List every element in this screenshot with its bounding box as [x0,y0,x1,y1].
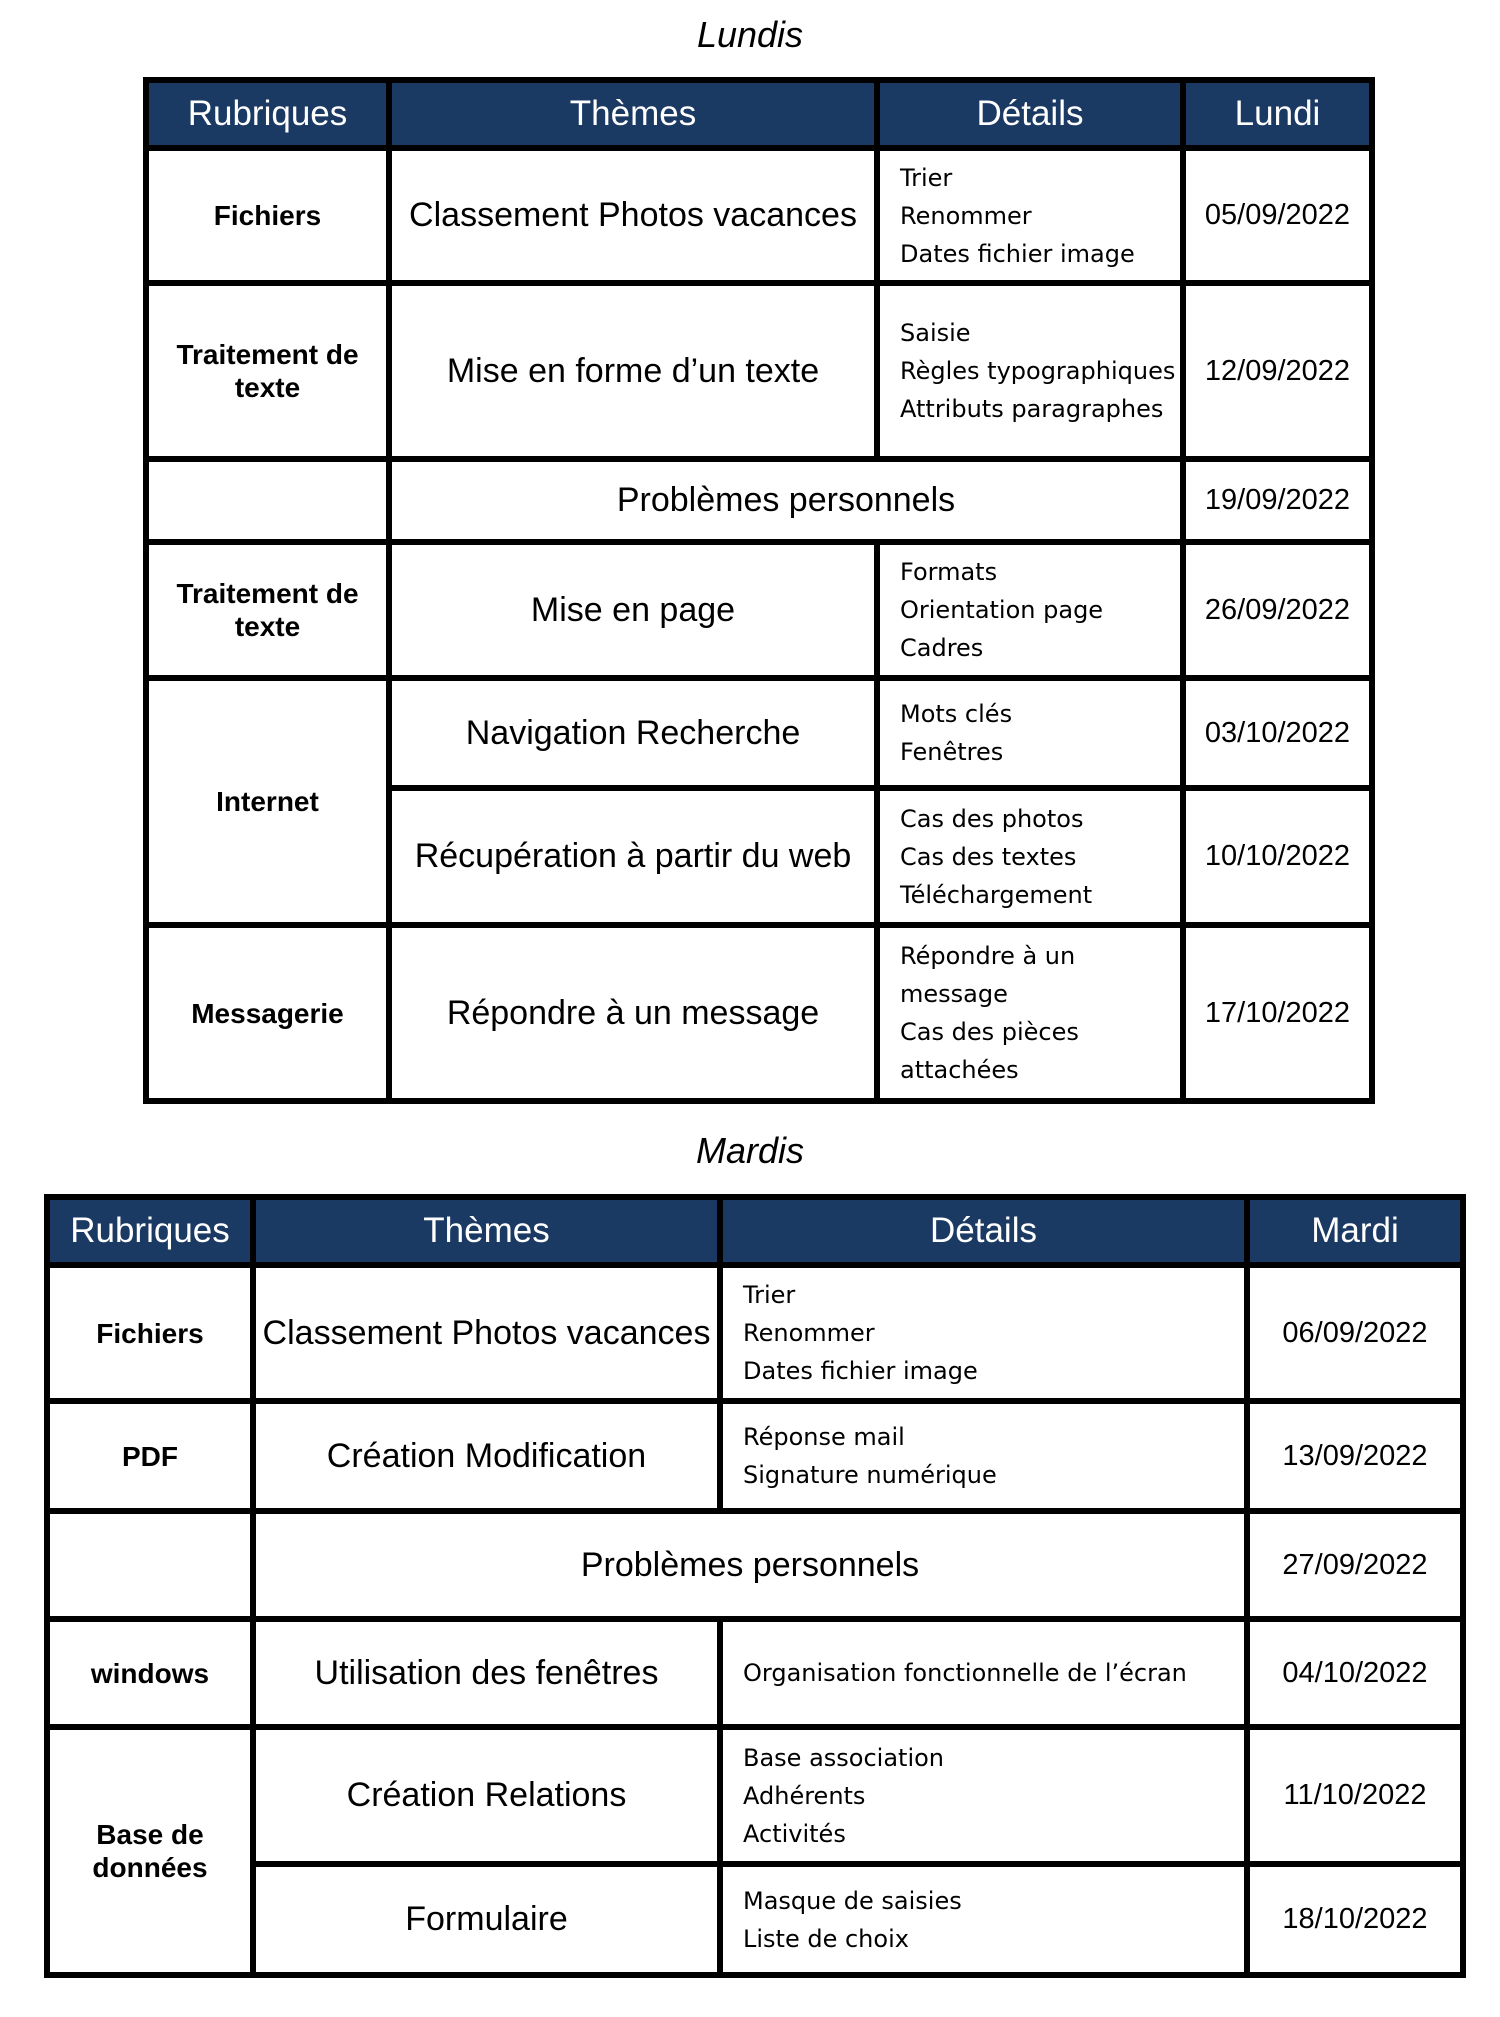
theme-cell: Création Modification [253,1401,720,1511]
detail-item: Masque de saisies [743,1886,962,1915]
table-row [146,542,1372,678]
column-header-details: Détails [877,80,1183,148]
detail-item: Renommer [900,201,1032,230]
theme-cell: Utilisation des fenêtres [253,1619,720,1727]
theme-cell: Récupération à partir du web [389,788,877,925]
theme-cell: Mise en forme d’un texte [389,283,877,459]
table-row [47,1511,1463,1619]
theme-cell: Formulaire [253,1864,720,1975]
details-cell [720,1727,1247,1864]
rubrique-cell [146,459,389,542]
theme-cell: Création Relations [253,1727,720,1864]
date-cell: 04/10/2022 [1247,1619,1463,1727]
theme-cell: Répondre à un message [389,925,877,1101]
date-cell: 03/10/2022 [1183,678,1372,788]
theme-cell: Problèmes personnels [389,459,1183,542]
date-cell: 27/09/2022 [1247,1511,1463,1619]
lundis-title: Lundis [696,14,804,55]
date-cell: 06/09/2022 [1247,1265,1463,1401]
column-header-themes: Thèmes [253,1197,720,1265]
table-row [47,1619,1463,1727]
detail-item: Fenêtres [900,738,1004,766]
details-cell [877,788,1183,925]
details-cell [877,925,1183,1101]
date-cell: 13/09/2022 [1247,1401,1463,1511]
column-header-day: Lundi [1183,80,1372,148]
detail-item: Adhérents [743,1781,866,1810]
rubrique-cell: Base de données [47,1727,253,1975]
rubrique-cell: Traitement de texte [146,283,389,459]
detail-item: Base association [743,1743,945,1772]
rubrique-cell: Fichiers [146,148,389,283]
detail-item: Réponse mail [743,1423,905,1451]
table-row [146,459,1372,542]
date-cell: 11/10/2022 [1247,1727,1463,1864]
detail-item: Cas des pièces attachées [900,1018,1079,1084]
rubrique-cell: Messagerie [146,925,389,1101]
table-row [146,678,1372,788]
details-cell [720,1401,1247,1511]
column-header-day: Mardi [1247,1197,1463,1265]
table-row [47,1401,1463,1511]
details-cell [877,283,1183,459]
detail-item: Règles typographiques [900,357,1176,385]
rubrique-cell [47,1511,253,1619]
detail-item: Mots clés [900,700,1013,728]
table-row [47,1727,1463,1864]
date-cell: 19/09/2022 [1183,459,1372,542]
theme-cell: Problèmes personnels [253,1511,1247,1619]
rubrique-cell: Internet [146,678,389,925]
detail-item: Cas des textes [900,842,1077,871]
rubrique-cell: PDF [47,1401,253,1511]
date-cell: 18/10/2022 [1247,1864,1463,1975]
table-row [146,148,1372,283]
theme-cell: Mise en page [389,542,877,678]
column-header-themes: Thèmes [389,80,877,148]
detail-item: Téléchargement [900,880,1093,909]
details-cell [720,1265,1247,1401]
rubrique-cell: Traitement de texte [146,542,389,678]
detail-item: Renommer [743,1319,875,1347]
detail-item: Signature numérique [743,1461,997,1489]
table-row [47,1265,1463,1401]
rubrique-cell: Fichiers [47,1265,253,1401]
detail-item: Orientation page [900,596,1104,624]
detail-item: Cas des photos [900,804,1084,833]
date-cell: 26/09/2022 [1183,542,1372,678]
detail-item: Attributs paragraphes [900,395,1164,423]
details-cell [877,542,1183,678]
mardis-title: Mardis [695,1130,805,1171]
table-row [146,925,1372,1101]
detail-item: Trier [900,163,953,192]
details-cell [720,1864,1247,1975]
column-header-details: Détails [720,1197,1247,1265]
detail-item: Organisation fonctionnelle de l’écran [743,1659,1187,1687]
detail-item: Formats [900,558,998,586]
rubrique-cell: windows [47,1619,253,1727]
date-cell: 12/09/2022 [1183,283,1372,459]
theme-cell: Classement Photos vacances [389,148,877,283]
header-row [146,80,1372,148]
detail-item: Trier [743,1281,796,1309]
detail-item: Répondre à un message [900,942,1076,1008]
details-cell [877,148,1183,283]
lundis-table [143,77,1375,1104]
theme-cell: Navigation Recherche [389,678,877,788]
header-row [47,1197,1463,1265]
details-cell [720,1619,1247,1727]
column-header-rubriques: Rubriques [47,1197,253,1265]
detail-item: Dates fichier image [743,1357,978,1385]
detail-item: Liste de choix [743,1924,909,1953]
date-cell: 10/10/2022 [1183,788,1372,925]
theme-cell: Classement Photos vacances [253,1265,720,1401]
date-cell: 17/10/2022 [1183,925,1372,1101]
details-cell [877,678,1183,788]
detail-item: Activités [743,1819,846,1848]
detail-item: Dates fichier image [900,239,1135,268]
detail-item: Cadres [900,634,984,662]
table-row [146,283,1372,459]
column-header-rubriques: Rubriques [146,80,389,148]
date-cell: 05/09/2022 [1183,148,1372,283]
detail-item: Saisie [900,319,971,347]
mardis-table [44,1194,1466,1978]
table-row [47,1864,1463,1975]
